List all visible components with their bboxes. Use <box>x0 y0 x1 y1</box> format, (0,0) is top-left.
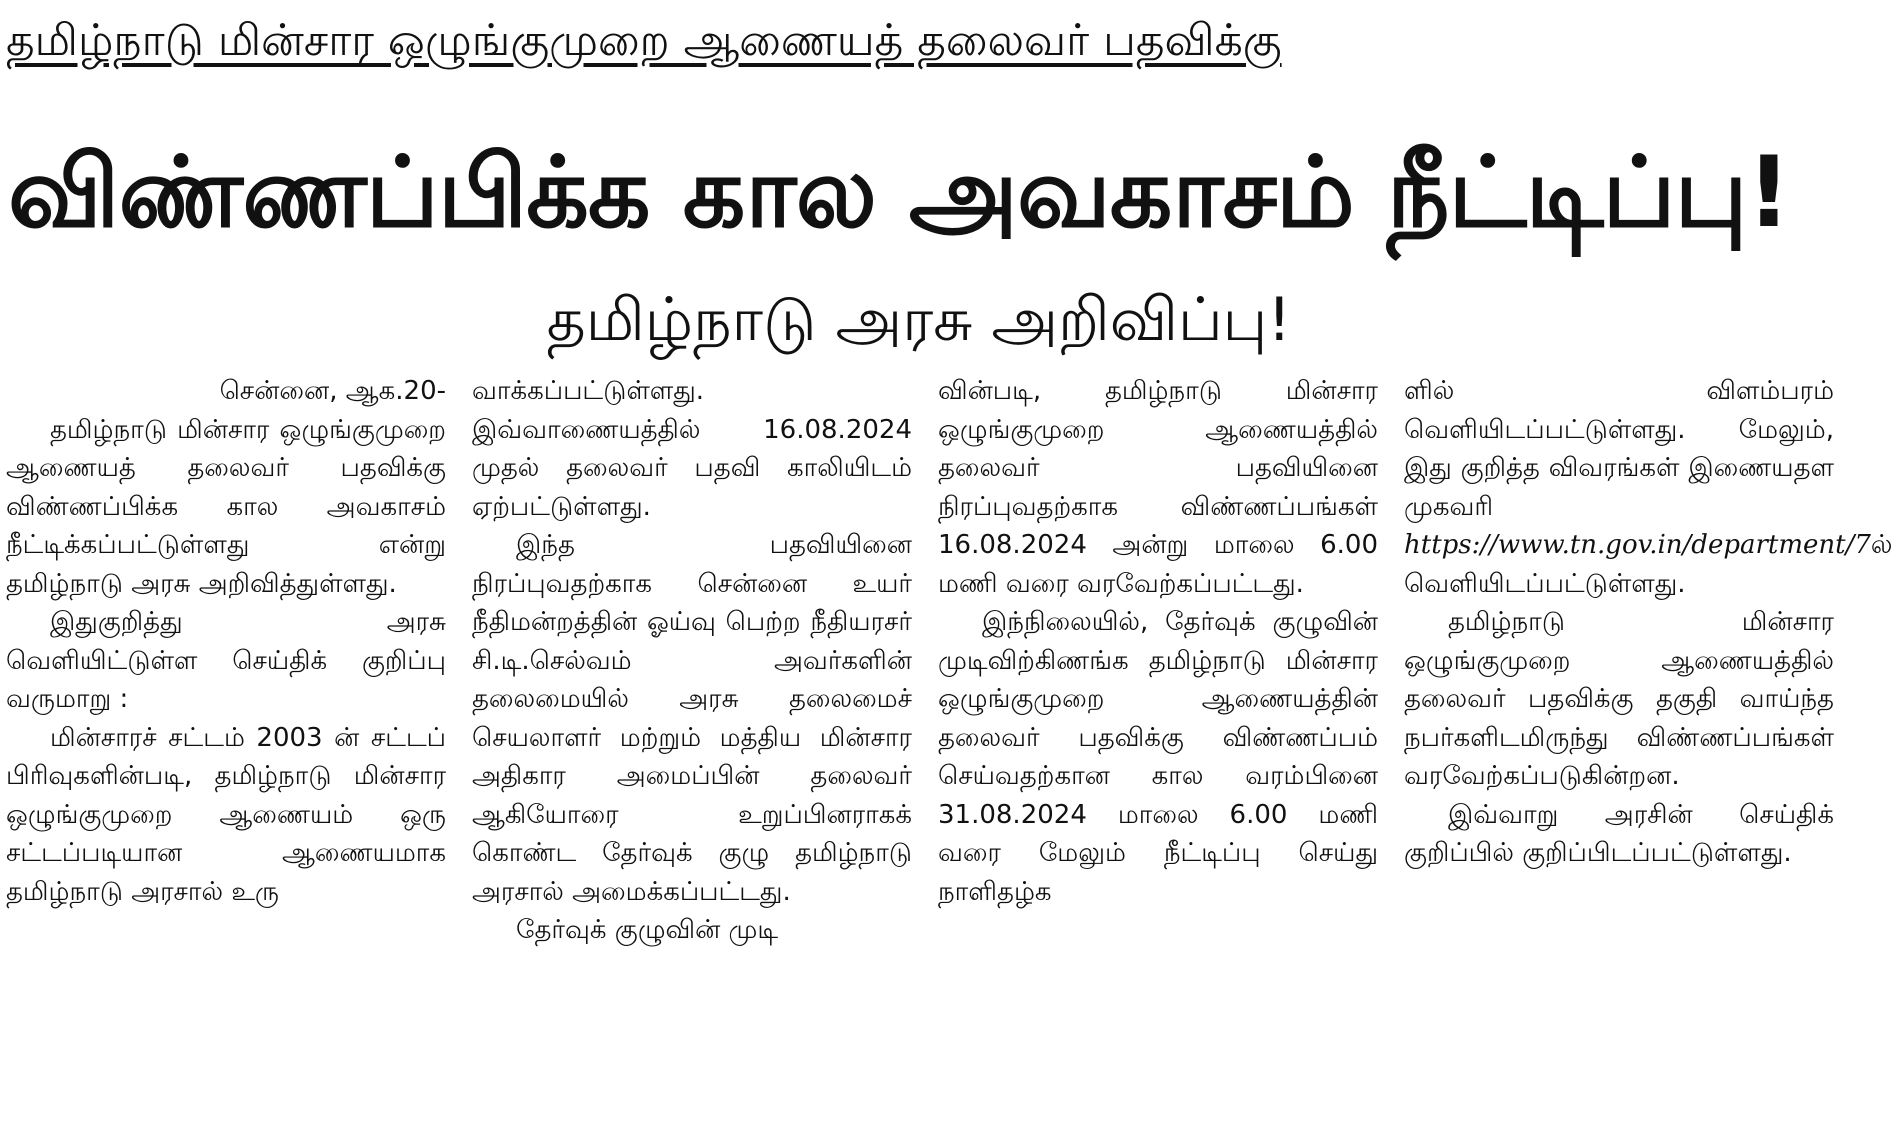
article-column-4 <box>1404 372 1892 1138</box>
paragraph-2: இதுகுறித்து அரசு வெளியிட்டுள்ள செய்திக் குறிப்பு வருமாறு : <box>6 607 446 714</box>
paragraph-6-end <box>1404 372 1892 603</box>
paragraph-5-start: தேர்வுக் குழுவின் முடி <box>516 915 779 945</box>
paragraph-6-start: இந்நிலையில், தேர்வுக் குழுவின் முடிவிற்கிணங்க தமிழ்நாடு மின்சார ஒழுங்குமுறை ஆணையத்தின் தலைவர் பதவிக்கு விண்ணப்பம் செய்வதற்கான கால வரம்பினை 31.08.2024 மாலை 6.00 மணி வரை மேலும் நீட்டிப்பு செய்து நாளிதழ்க <box>938 607 1378 907</box>
article-column-2 <box>472 372 912 1138</box>
paragraph-1: தமிழ்நாடு மின்சார ஒழுங்குமுறை ஆணையத் தலைவர் பதவிக்கு விண்ணப்பிக்க கால அவகாசம் நீட்டிக்கப்பட்டுள்ளது என்று தமிழ்நாடு அரசு அறிவித்துள்ளது. <box>6 414 446 599</box>
website-url: https://www.tn.gov.in/department/7 <box>1404 530 1871 560</box>
paragraph-4: இந்த பதவியினை நிரப்புவதற்காக சென்னை உயர் நீதிமன்றத்தின் ஓய்வு பெற்ற நீதியரசர் சி.டி.செல்வம் அவர்களின் தலைமையில் அரசு தலைமைச் செயலாளர் மற்றும் மத்திய மின்சார அதிகார அமைப்பின் தலைவர் ஆகியோரை உறுப்பினராகக் கொண்ட தேர்வுக் குழு தமிழ்நாடு அரசால் அமைக்கப்பட்டது. <box>472 530 912 907</box>
paragraph-6-text-a: ளில் விளம்பரம் வெளியிடப்பட்டுள்ளது. மேலும், இது குறித்த விவரங்கள் இணையதள முகவரி <box>1404 376 1834 522</box>
article-column-1 <box>6 372 446 1138</box>
paragraph-3-start: மின்சாரச் சட்டம் 2003 ன் சட்டப் பிரிவுகளின்படி, தமிழ்நாடு மின்சார ஒழுங்குமுறை ஆணையம் ஒரு சட்டப்படியான ஆணையமாக தமிழ்நாடு அரசால் உரு <box>6 722 446 907</box>
dateline: சென்னை, ஆக.20- <box>219 376 446 406</box>
paragraph-3-end: வாக்கப்பட்டுள்ளது. இவ்வாணையத்தில் 16.08.2024 முதல் தலைவர் பதவி காலியிடம் ஏற்பட்டுள்ளது. <box>472 376 912 522</box>
paragraph-8: இவ்வாறு அரசின் செய்திக் குறிப்பில் குறிப்பிடப்பட்டுள்ளது. <box>1404 799 1834 868</box>
sub-headline: தமிழ்நாடு அரசு அறிவிப்பு! <box>546 285 1292 355</box>
kicker-headline: தமிழ்நாடு மின்சார ஒழுங்குமுறை ஆணையத் தலைவர் பதவிக்கு <box>6 15 1282 66</box>
main-headline: விண்ணப்பிக்க கால அவகாசம் நீட்டிப்பு! <box>8 136 1791 250</box>
paragraph-6-text-b: ல் வெளியிடப்பட்டுள்ளது. <box>1404 530 1892 599</box>
paragraph-5-end: வின்படி, தமிழ்நாடு மின்சார ஒழுங்குமுறை ஆணையத்தில் தலைவர் பதவியினை நிரப்புவதற்காக விண்ணப்பங்கள் 16.08.2024 அன்று மாலை 6.00 மணி வரை வரவேற்கப்பட்டது. <box>938 376 1378 599</box>
article-column-3 <box>938 372 1378 1138</box>
paragraph-7: தமிழ்நாடு மின்சார ஒழுங்குமுறை ஆணையத்தில் தலைவர் பதவிக்கு தகுதி வாய்ந்த நபர்களிடமிருந்து விண்ணப்பங்கள் வரவேற்கப்படுகின்றன. <box>1404 607 1834 791</box>
